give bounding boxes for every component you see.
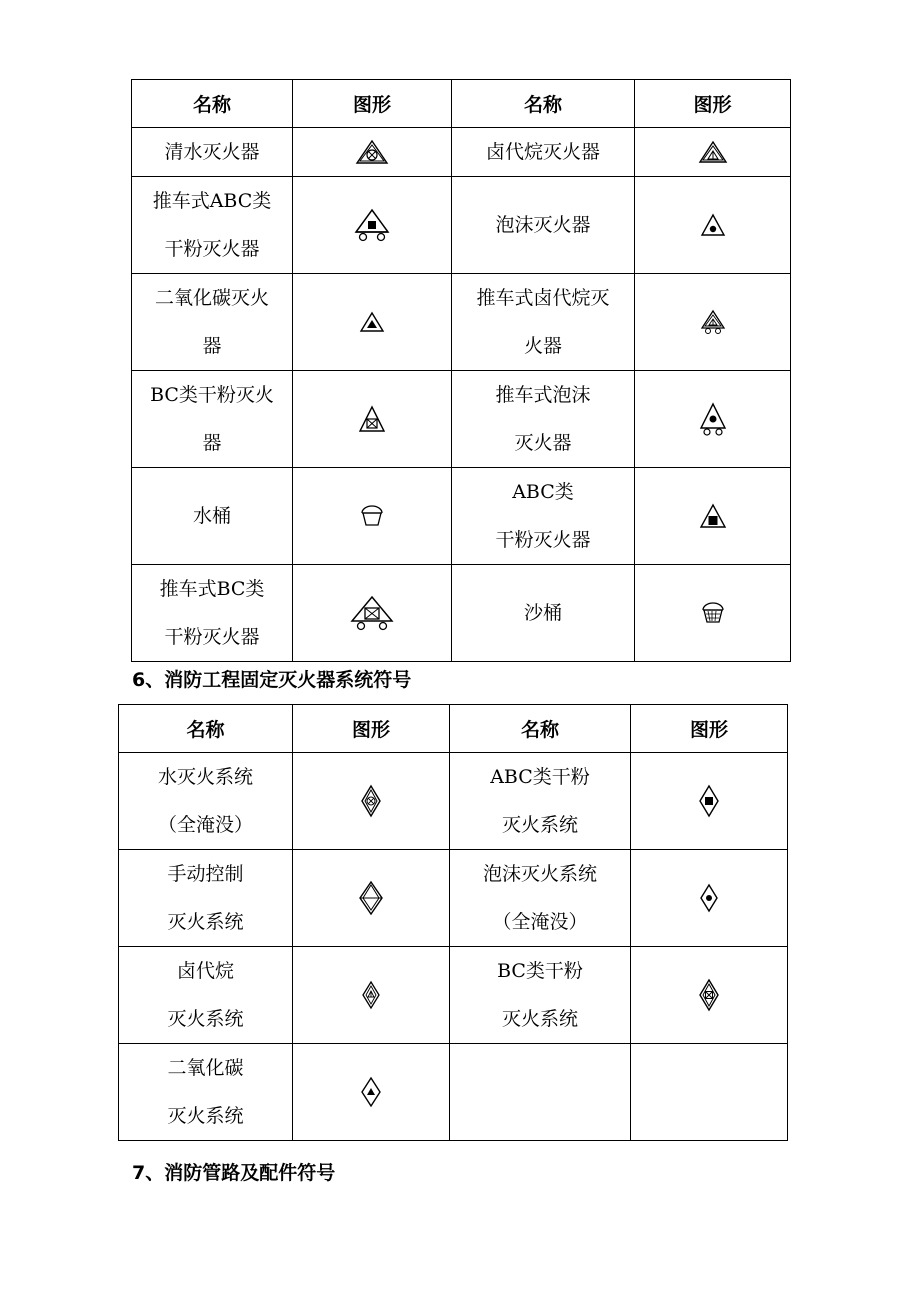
table-cell-figure bbox=[635, 274, 791, 371]
table-cell-figure bbox=[293, 850, 450, 947]
table-cell-figure bbox=[631, 753, 788, 850]
table-cell-figure bbox=[631, 947, 788, 1044]
table-cell-name: 推车式泡沫 灭火器 bbox=[452, 371, 635, 468]
co2-system-icon bbox=[360, 1076, 382, 1108]
table-cell-name: 沙桶 bbox=[452, 565, 635, 662]
foam-extinguisher-icon bbox=[700, 213, 726, 237]
header-name: 名称 bbox=[132, 80, 293, 128]
water-system-icon bbox=[360, 784, 382, 818]
table-cell-name: ABC类干粉 灭火系统 bbox=[450, 753, 631, 850]
table-cell-figure bbox=[635, 468, 791, 565]
table-cell-name: 二氧化碳 灭火系统 bbox=[119, 1044, 293, 1141]
extinguisher-symbol-table bbox=[131, 79, 791, 662]
table-cell-figure bbox=[635, 177, 791, 274]
table-cell-name: 水桶 bbox=[132, 468, 293, 565]
table-cell-name: 推车式BC类 干粉灭火器 bbox=[132, 565, 293, 662]
table-cell-name: 手动控制 灭火系统 bbox=[119, 850, 293, 947]
halon-system-icon bbox=[361, 980, 381, 1010]
table-cell-figure bbox=[635, 371, 791, 468]
header-figure: 图形 bbox=[293, 705, 450, 753]
foam-system-icon bbox=[699, 883, 719, 913]
table-cell-figure bbox=[293, 371, 452, 468]
header-name: 名称 bbox=[119, 705, 293, 753]
table-cell-figure bbox=[293, 177, 452, 274]
header-figure: 图形 bbox=[293, 80, 452, 128]
sand-bucket-icon bbox=[701, 602, 725, 624]
table-cell-name: 泡沫灭火系统 （全淹没） bbox=[450, 850, 631, 947]
table-cell-figure bbox=[293, 1044, 450, 1141]
header-name: 名称 bbox=[452, 80, 635, 128]
table-cell-figure bbox=[293, 128, 452, 177]
table-cell-figure bbox=[635, 565, 791, 662]
bc-powder-system-icon bbox=[698, 978, 720, 1012]
table-cell-name: 推车式ABC类 干粉灭火器 bbox=[132, 177, 293, 274]
table-cell-name: BC类干粉灭火 器 bbox=[132, 371, 293, 468]
fixed-system-symbol-table bbox=[118, 704, 788, 1141]
halon-extinguisher-icon bbox=[698, 140, 728, 164]
cart-abc-powder-extinguisher-icon bbox=[354, 208, 390, 242]
cart-halon-extinguisher-icon bbox=[700, 309, 726, 335]
table-cell-name: ABC类 干粉灭火器 bbox=[452, 468, 635, 565]
section-7-title: 7、消防管路及配件符号 bbox=[132, 1162, 336, 1184]
table-cell-figure bbox=[293, 274, 452, 371]
table-cell-name: 清水灭火器 bbox=[132, 128, 293, 177]
manual-control-system-icon bbox=[358, 880, 384, 916]
table-cell-figure bbox=[635, 128, 791, 177]
table-cell-figure bbox=[293, 565, 452, 662]
abc-powder-extinguisher-icon bbox=[699, 503, 727, 529]
header-name: 名称 bbox=[450, 705, 631, 753]
water-bucket-icon bbox=[360, 505, 384, 527]
table-cell-name: 水灭火系统 （全淹没） bbox=[119, 753, 293, 850]
header-figure: 图形 bbox=[635, 80, 791, 128]
table-cell-name: 卤代烷 灭火系统 bbox=[119, 947, 293, 1044]
table-cell-empty bbox=[631, 1044, 788, 1141]
table-cell-name: 卤代烷灭火器 bbox=[452, 128, 635, 177]
table-cell-figure bbox=[293, 947, 450, 1044]
table-cell-figure bbox=[293, 753, 450, 850]
table-cell-figure bbox=[293, 468, 452, 565]
bc-powder-extinguisher-icon bbox=[358, 405, 386, 433]
table-cell-name: 推车式卤代烷灭 火器 bbox=[452, 274, 635, 371]
table-cell-figure bbox=[631, 850, 788, 947]
table-cell-name: BC类干粉 灭火系统 bbox=[450, 947, 631, 1044]
abc-powder-system-icon bbox=[698, 784, 720, 818]
water-extinguisher-icon bbox=[355, 139, 389, 165]
table-cell-empty bbox=[450, 1044, 631, 1141]
table-cell-name: 泡沫灭火器 bbox=[452, 177, 635, 274]
section-6-title: 6、消防工程固定灭火器系统符号 bbox=[132, 669, 412, 691]
co2-extinguisher-icon bbox=[359, 311, 385, 333]
cart-foam-extinguisher-icon bbox=[699, 402, 727, 436]
table-cell-name: 二氧化碳灭火 器 bbox=[132, 274, 293, 371]
header-figure: 图形 bbox=[631, 705, 788, 753]
cart-bc-powder-extinguisher-icon bbox=[350, 595, 394, 631]
